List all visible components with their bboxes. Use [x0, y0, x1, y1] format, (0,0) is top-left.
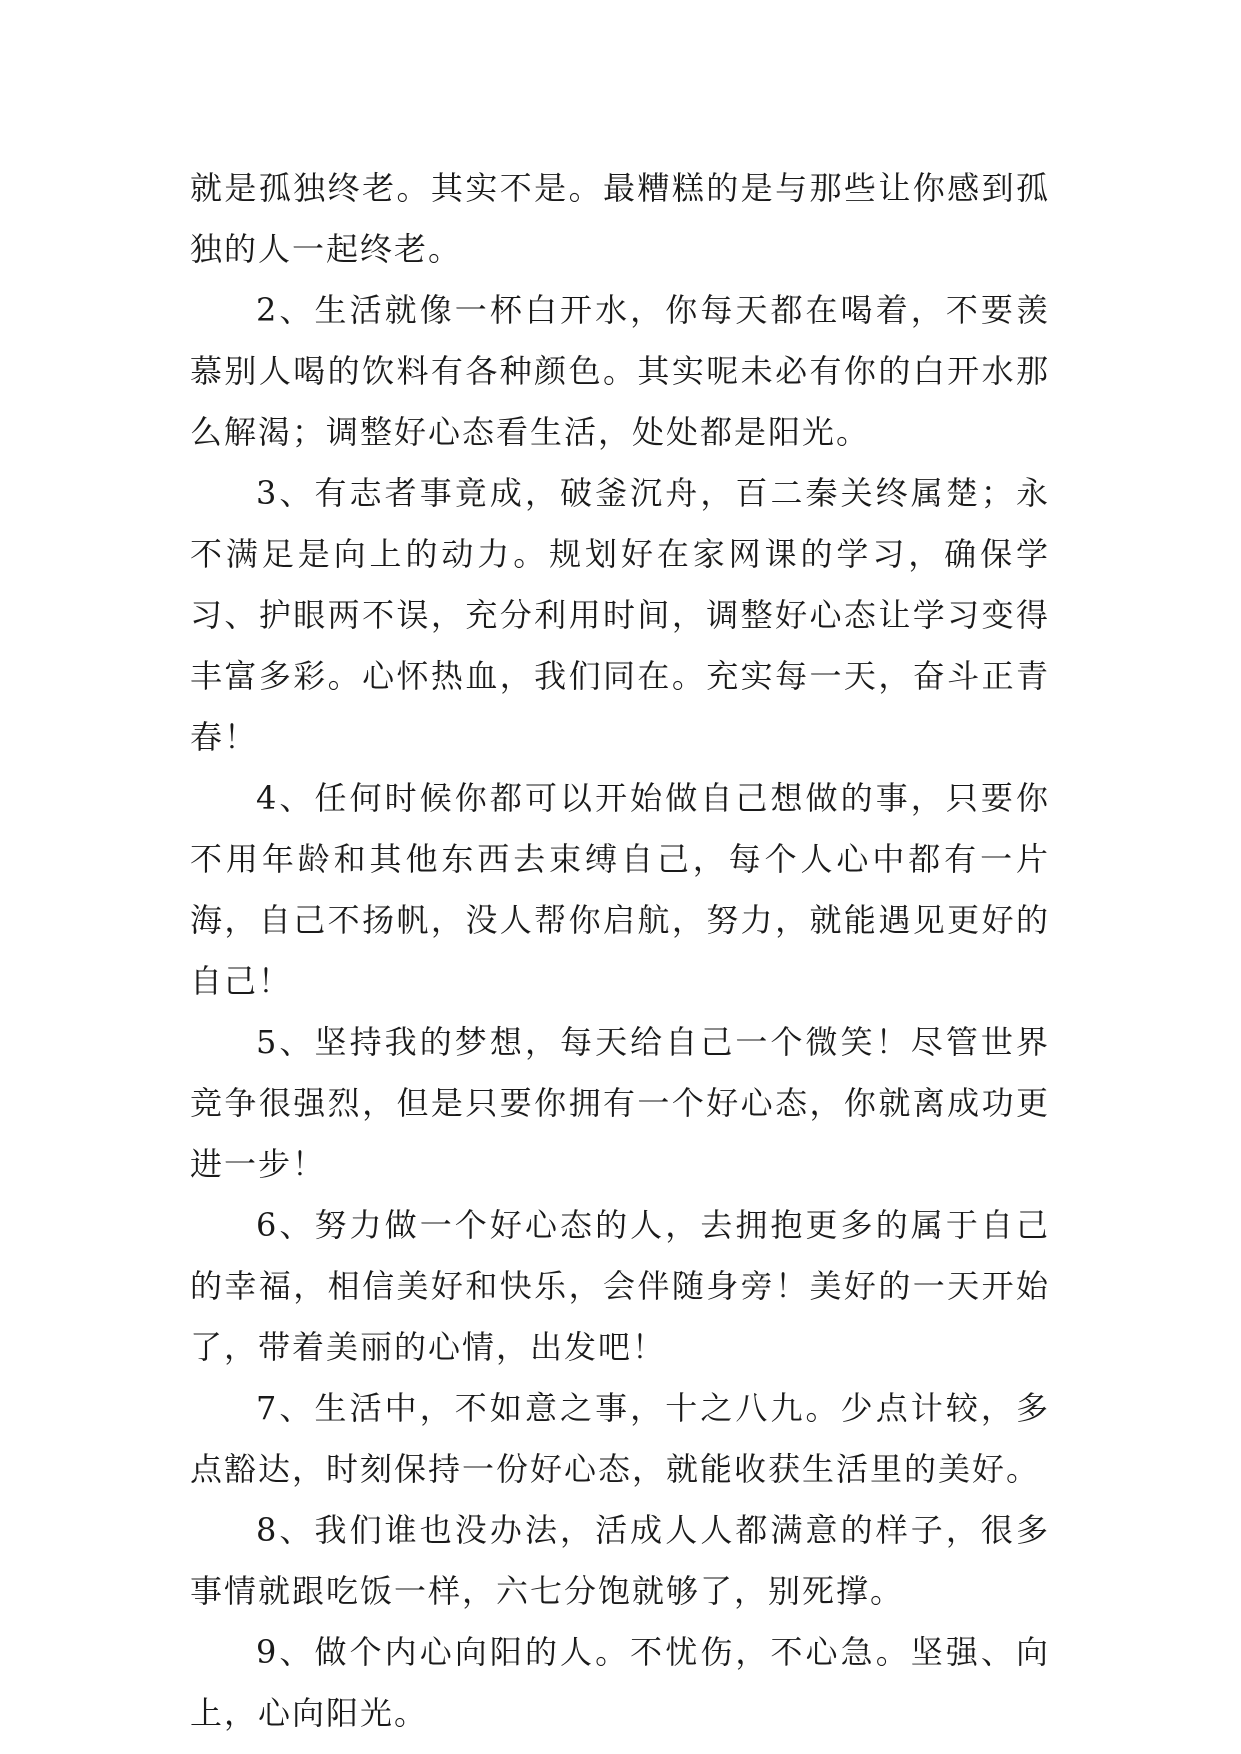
paragraph-continuation: 就是孤独终老。其实不是。最糟糕的是与那些让你感到孤独的人一起终老。 [190, 169, 1050, 268]
paragraph-item-9: 9、做个内心向阳的人。不忧伤，不心急。坚强、向上，心向阳光。 [190, 1633, 1050, 1732]
paragraph-item-6: 6、努力做一个好心态的人，去拥抱更多的属于自己的幸福，相信美好和快乐，会伴随身旁！美好的一天开始了，带着美丽的心情，出发吧！ [190, 1206, 1050, 1366]
paragraph-item-8: 8、我们谁也没办法，活成人人都满意的样子，很多事情就跟吃饭一样，六七分饱就够了，别死撑。 [190, 1511, 1050, 1610]
document-page [190, 158, 1050, 1744]
paragraph-item-4: 4、任何时候你都可以开始做自己想做的事，只要你不用年龄和其他东西去束缚自己，每个人心中都有一片海，自己不扬帆，没人帮你启航，努力，就能遇见更好的自己！ [190, 779, 1050, 1000]
paragraph-item-3: 3、有志者事竟成，破釜沉舟，百二秦关终属楚；永不满足是向上的动力。规划好在家网课的学习，确保学习、护眼两不误，充分利用时间，调整好心态让学习变得丰富多彩。心怀热血，我们同在。充实每一天，奋斗正青春！ [190, 474, 1050, 756]
paragraph-item-7: 7、生活中，不如意之事，十之八九。少点计较，多点豁达，时刻保持一份好心态，就能收获生活里的美好。 [190, 1389, 1050, 1488]
paragraph-item-5: 5、坚持我的梦想，每天给自己一个微笑！尽管世界竞争很强烈，但是只要你拥有一个好心态，你就离成功更进一步！ [190, 1023, 1050, 1183]
paragraph-item-2: 2、生活就像一杯白开水，你每天都在喝着，不要羡慕别人喝的饮料有各种颜色。其实呢未必有你的白开水那么解渴；调整好心态看生活，处处都是阳光。 [190, 291, 1050, 451]
